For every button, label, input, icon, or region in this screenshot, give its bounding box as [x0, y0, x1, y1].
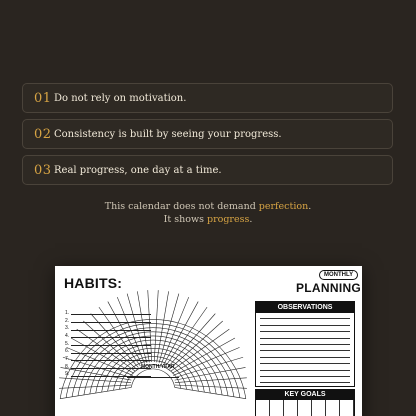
habit-row [65, 324, 151, 332]
habit-number: 5. [65, 340, 70, 347]
habit-row [65, 317, 151, 325]
principle-number: 01 [34, 90, 52, 106]
habit-number: 4. [65, 332, 70, 339]
habit-row [65, 309, 151, 317]
habit-row [65, 347, 151, 355]
habit-number: 9. [65, 371, 70, 378]
principle-item [22, 119, 393, 149]
principle-text: Consistency is built by seeing your progress. [54, 128, 282, 140]
key-goals-box [255, 389, 355, 416]
planning-title: PLANNING [296, 281, 362, 295]
habit-number: 1. [65, 309, 70, 316]
principle-text: Do not rely on motivation. [54, 92, 187, 104]
habit-row [65, 355, 151, 363]
note-prefix: This calendar does not demand [104, 201, 259, 212]
month-year-line [127, 377, 179, 378]
month-year-label: MONTH/YEAR [141, 364, 175, 370]
note-suffix: . [249, 214, 253, 225]
principle-text: Real progress, one day at a time. [54, 164, 222, 176]
habit-row [65, 340, 151, 348]
principles-list [22, 83, 393, 191]
principle-item [22, 83, 393, 113]
habit-row [65, 363, 151, 371]
observations-heading: OBSERVATIONS [256, 302, 354, 313]
principle-number: 03 [34, 162, 52, 178]
principle-item [22, 155, 393, 185]
key-goals-heading: KEY GOALS [256, 390, 354, 400]
note-suffix: . [308, 201, 312, 212]
habit-rows [65, 309, 151, 378]
note-highlight-perfection: perfection [258, 201, 309, 212]
habit-number: 3. [65, 325, 70, 332]
note-line-1 [0, 200, 416, 213]
note-highlight-progress: progress [206, 214, 250, 225]
habit-number: 2. [65, 317, 70, 324]
habit-number: 8. [65, 363, 70, 370]
habit-row [65, 332, 151, 340]
note-line-2 [0, 213, 416, 226]
habits-title: HABITS: [64, 275, 123, 291]
observations-box [255, 301, 355, 387]
habit-number: 6. [65, 348, 70, 355]
principle-number: 02 [34, 126, 52, 142]
note-prefix: It shows [163, 214, 207, 225]
habit-tracker-preview [55, 266, 362, 416]
monthly-badge: MONTHLY [319, 270, 358, 280]
habit-number: 7. [65, 355, 70, 362]
